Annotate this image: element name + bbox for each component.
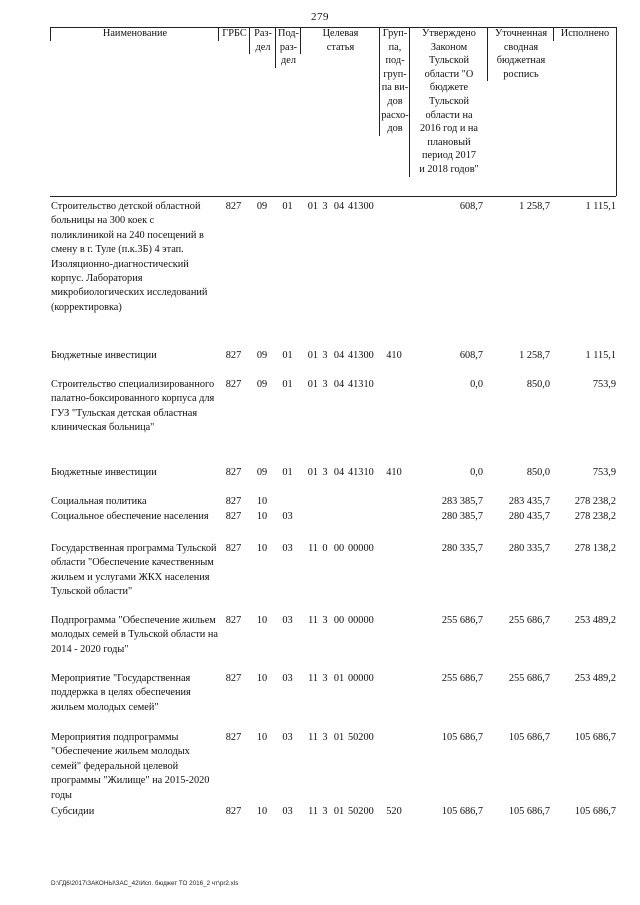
cell-grbs: 827 xyxy=(225,543,242,554)
cell-podrazdel: 03 xyxy=(282,511,293,522)
cell-target-direction: 41300 xyxy=(348,201,374,212)
cell-approved-value: 280 385,7 xyxy=(441,511,483,522)
cell-razdel: 09 xyxy=(256,467,268,478)
cell-target-program: 01 xyxy=(307,467,318,478)
cell-podrazdel: 03 xyxy=(282,543,293,554)
cell-podrazdel: 01 xyxy=(282,350,293,361)
cell-name: Социальное обеспечение населения xyxy=(51,511,209,522)
cell-target-subprogram: 0 xyxy=(322,543,328,554)
header-approved: Утверждено Законом Тульской области "О бюджете Тульской области на 2016 год и на плановый период 2017 и 2018 годов" xyxy=(409,27,488,177)
header-podrazdel: Под- раз- дел xyxy=(275,27,301,68)
cell-podrazdel: 03 xyxy=(282,732,293,743)
cell-grbs: 827 xyxy=(225,496,242,507)
cell-target-direction: 00000 xyxy=(348,615,374,626)
cell-target-direction: 50200 xyxy=(348,732,374,743)
cell-razdel: 09 xyxy=(256,379,268,390)
cell-refined-value: 1 258,7 xyxy=(519,201,550,212)
cell-grbs: 827 xyxy=(225,350,242,361)
cell-approved-value: 255 686,7 xyxy=(441,615,483,626)
cell-approved-value: 280 335,7 xyxy=(441,543,483,554)
cell-refined-value: 1 258,7 xyxy=(519,350,550,361)
cell-name: Мероприятия подпрограммы "Обеспечение жильем молодых семей" федеральной целевой программы "Жилище" на 2015-2020 годы xyxy=(51,732,210,801)
cell-razdel: 09 xyxy=(256,201,268,212)
cell-razdel: 09 xyxy=(256,350,268,361)
cell-expense-type: 520 xyxy=(386,806,402,817)
cell-name: Субсидии xyxy=(51,806,95,817)
cell-executed-value: 753,9 xyxy=(592,467,616,478)
cell-target-subprogram: 3 xyxy=(322,615,328,626)
cell-executed-value: 1 115,1 xyxy=(585,201,616,212)
cell-podrazdel: 01 xyxy=(282,467,293,478)
cell-approved-value: 0,0 xyxy=(470,467,483,478)
cell-razdel: 10 xyxy=(256,543,268,554)
cell-refined-value: 283 435,7 xyxy=(508,496,550,507)
cell-target-event: 01 xyxy=(333,732,345,743)
cell-target-subprogram: 3 xyxy=(322,379,328,390)
cell-refined-value: 850,0 xyxy=(526,467,550,478)
cell-refined-value: 105 686,7 xyxy=(508,806,550,817)
header-grbs: ГРБС xyxy=(218,27,250,41)
cell-grbs: 827 xyxy=(225,511,242,522)
file-path-footer: D:\ГД6\2017\ЗАКОНЫ\ЗАС_42\Исп. бюджет ТО 2016_2 чт\pr2.xls xyxy=(51,880,239,887)
cell-target-program: 01 xyxy=(307,201,318,212)
cell-target-event: 04 xyxy=(333,201,345,212)
cell-name: Социальная политика xyxy=(51,496,147,507)
cell-target-direction: 41300 xyxy=(348,350,374,361)
cell-grbs: 827 xyxy=(225,732,242,743)
cell-target-event: 04 xyxy=(333,379,345,390)
cell-target-event: 00 xyxy=(333,615,345,626)
cell-target-subprogram: 3 xyxy=(322,673,328,684)
cell-razdel: 10 xyxy=(256,673,268,684)
cell-target-subprogram: 3 xyxy=(322,732,328,743)
cell-target-program: 01 xyxy=(307,379,318,390)
cell-executed-value: 278 238,2 xyxy=(574,496,616,507)
cell-executed-value: 1 115,1 xyxy=(585,350,616,361)
cell-target-subprogram: 3 xyxy=(322,467,328,478)
cell-approved-value: 105 686,7 xyxy=(441,732,483,743)
cell-razdel: 10 xyxy=(256,511,268,522)
header-executed: Исполнено xyxy=(553,27,617,41)
page-number: 279 xyxy=(311,11,329,23)
cell-refined-value: 255 686,7 xyxy=(508,615,550,626)
cell-grbs: 827 xyxy=(225,201,242,212)
cell-target-program: 11 xyxy=(308,806,318,817)
cell-name: Государственная программа Тульской области "Обеспечение качественным жильем и услугами ЖКХ населения Тульской области" xyxy=(51,543,217,598)
cell-executed-value: 253 489,2 xyxy=(574,615,616,626)
cell-target-subprogram: 3 xyxy=(322,201,328,212)
cell-podrazdel: 01 xyxy=(282,379,293,390)
header-refined: Уточненная сводная бюджетная роспись xyxy=(487,27,554,81)
cell-razdel: 10 xyxy=(256,732,268,743)
cell-target-program: 11 xyxy=(308,543,318,554)
cell-refined-value: 850,0 xyxy=(526,379,550,390)
cell-executed-value: 253 489,2 xyxy=(574,673,616,684)
cell-name: Бюджетные инвестиции xyxy=(51,467,157,478)
cell-name: Мероприятие "Государственная поддержка в целях обеспечения жильем молодых семей" xyxy=(51,673,191,713)
cell-executed-value: 105 686,7 xyxy=(574,806,616,817)
cell-approved-value: 608,7 xyxy=(459,201,483,212)
cell-grbs: 827 xyxy=(225,379,242,390)
cell-target-program: 01 xyxy=(307,350,318,361)
cell-razdel: 10 xyxy=(256,806,268,817)
cell-approved-value: 608,7 xyxy=(459,350,483,361)
cell-name: Строительство специализированного палатно-боксированного корпуса для ГУЗ "Тульская детская областная клиническая больница" xyxy=(51,379,215,434)
cell-expense-type: 410 xyxy=(386,350,402,361)
cell-grbs: 827 xyxy=(225,673,242,684)
cell-target-subprogram: 3 xyxy=(322,806,328,817)
cell-razdel: 10 xyxy=(256,615,268,626)
cell-executed-value: 105 686,7 xyxy=(574,732,616,743)
cell-podrazdel: 01 xyxy=(282,201,293,212)
cell-target-program: 11 xyxy=(308,615,318,626)
cell-approved-value: 283 385,7 xyxy=(441,496,483,507)
cell-target-subprogram: 3 xyxy=(322,350,328,361)
cell-approved-value: 105 686,7 xyxy=(441,806,483,817)
cell-target-program: 11 xyxy=(308,732,318,743)
cell-grbs: 827 xyxy=(225,467,242,478)
cell-razdel: 10 xyxy=(256,496,268,507)
cell-grbs: 827 xyxy=(225,615,242,626)
cell-target-event: 04 xyxy=(333,350,345,361)
cell-podrazdel: 03 xyxy=(282,673,293,684)
cell-refined-value: 105 686,7 xyxy=(508,732,550,743)
cell-refined-value: 255 686,7 xyxy=(508,673,550,684)
cell-target-event: 01 xyxy=(333,673,345,684)
cell-name: Строительство детской областной больницы на 300 коек с поликлиникой на 240 посещений в смену в г. Туле (п.к.3Б) 4 этап. Изоляционно-диагностический корпус. Лаборатория микробиологических исследований (корректировка) xyxy=(51,201,208,313)
cell-podrazdel: 03 xyxy=(282,615,293,626)
cell-name: Подпрограмма "Обеспечение жильем молодых семей в Тульской области на 2014 - 2020 годы" xyxy=(51,615,218,655)
cell-refined-value: 280 335,7 xyxy=(508,543,550,554)
cell-executed-value: 278 238,2 xyxy=(574,511,616,522)
header-target-article: Целевая статья xyxy=(300,27,380,54)
header-razdel: Раз- дел xyxy=(249,27,276,54)
cell-approved-value: 0,0 xyxy=(470,379,483,390)
cell-name: Бюджетные инвестиции xyxy=(51,350,157,361)
cell-executed-value: 753,9 xyxy=(592,379,616,390)
cell-target-direction: 41310 xyxy=(348,379,374,390)
cell-expense-type: 410 xyxy=(386,467,402,478)
cell-target-program: 11 xyxy=(308,673,318,684)
cell-target-direction: 00000 xyxy=(348,543,374,554)
cell-target-event: 00 xyxy=(333,543,345,554)
cell-target-direction: 50200 xyxy=(348,806,374,817)
cell-target-event: 04 xyxy=(333,467,345,478)
header-expense-group: Груп- па, под- груп- па ви- дов расхо- дов xyxy=(379,27,410,136)
cell-podrazdel: 03 xyxy=(282,806,293,817)
cell-grbs: 827 xyxy=(225,806,242,817)
cell-target-direction: 00000 xyxy=(348,673,374,684)
cell-executed-value: 278 138,2 xyxy=(574,543,616,554)
header-name: Наименование xyxy=(50,27,219,41)
cell-target-event: 01 xyxy=(333,806,345,817)
cell-refined-value: 280 435,7 xyxy=(508,511,550,522)
cell-target-direction: 41310 xyxy=(348,467,374,478)
cell-approved-value: 255 686,7 xyxy=(441,673,483,684)
